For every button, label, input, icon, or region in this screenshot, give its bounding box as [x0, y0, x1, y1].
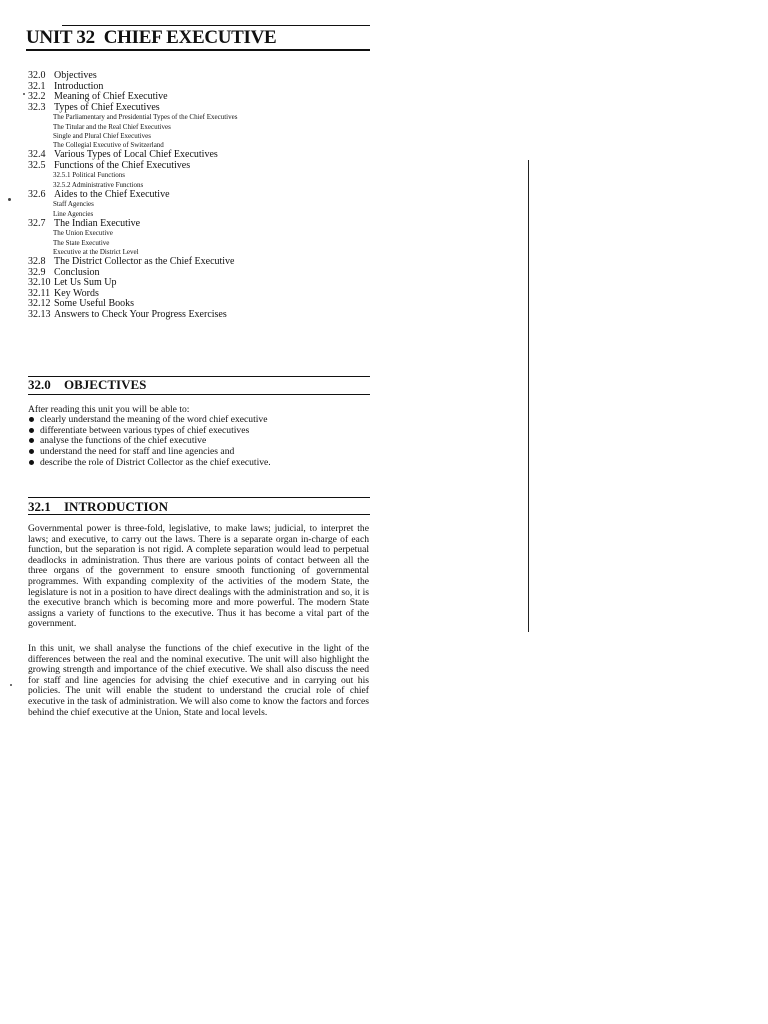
introduction-paragraph-2: In this unit, we shall analyse the functions of the chief executive in the light of the differences between the real and the nominal executive. The unit will also highlight the growing strength and importance of the chief executive. We shall also discuss the need for staff and line agencies for advising the chief executive and in carrying out his policies. The unit will enable the student to understand the crucial role of chief executive in the task of administration. We will also come to know the factors and forces behind the chief executive at the Union, State and local levels.	[28, 643, 369, 718]
toc-item	[28, 161, 358, 172]
objectives-list	[28, 415, 369, 469]
objective-text: understand the need for staff and line agencies and	[40, 446, 235, 458]
unit-title	[26, 27, 276, 49]
toc-label: Objectives	[54, 70, 97, 81]
bullet-icon	[29, 438, 34, 443]
introduction-heading-underline	[28, 514, 370, 515]
toc-number: 32.6	[28, 188, 46, 200]
toc-subitem: The Union Executive	[53, 229, 113, 238]
toc-label: Meaning of Chief Executive	[54, 91, 168, 103]
toc-label: The District Collector as the Chief Executive	[54, 255, 235, 267]
introduction-paragraph-1: Governmental power is three-fold, legislative, to make laws; judicial, to interpret the laws; and executive, to carry out the laws. There is a separate organ in-charge of each function, but the separation is not rigid. A complete separation would lead to perpetual deadlocks in administration. Thus there are various points of contact between all the three organs of the government to ensure smooth functioning of governmental programmes. With expanding complexity of the activities of the modern State, the legislature is not in a position to have direct dealings with the administration and so, it is the executive branch which is becoming more and more powerful. The modern State assigns a variety of functions to the executive. Thus it has become a vital part of the government.	[28, 523, 369, 630]
bullet-icon	[29, 417, 34, 422]
toc-subitem: The State Executive	[53, 238, 110, 247]
toc-label: Conclusion	[54, 266, 100, 278]
toc-number: 32.2	[28, 91, 46, 103]
objective-text: clearly understand the meaning of the word chief executive	[40, 414, 268, 425]
toc-number: 32.3	[28, 101, 46, 113]
toc-label: Aides to the Chief Executive	[54, 188, 170, 200]
objective-text: analyse the functions of the chief executive	[40, 435, 207, 447]
page-edge-line	[528, 160, 529, 632]
toc-subitem: 32.5.1 Political Functions	[53, 171, 125, 180]
toc-number: 32.9	[28, 266, 46, 278]
scan-speck	[8, 198, 11, 201]
objectives-number: 32.0	[28, 377, 51, 392]
unit-heading: CHIEF EXECUTIVE	[103, 27, 277, 48]
toc-number: 32.12	[28, 298, 51, 310]
objective-item	[28, 458, 369, 469]
toc-number: 32.0	[28, 70, 46, 81]
objectives-heading-underline	[28, 394, 370, 395]
toc-number: 32.5	[28, 159, 46, 171]
header-top-rule	[62, 25, 370, 26]
toc-item	[28, 219, 358, 230]
toc-label: Various Types of Local Chief Executives	[54, 149, 218, 161]
toc-label: Key Words	[54, 287, 99, 299]
toc-label: The Indian Executive	[54, 217, 141, 229]
toc-subitem: Line Agencies	[53, 209, 94, 218]
toc-subitem: Staff Agencies	[53, 200, 94, 209]
objective-text: differentiate between various types of chief executives	[40, 424, 250, 436]
toc-number: 32.8	[28, 255, 46, 267]
objectives-intro: After reading this unit you will be able to:	[28, 404, 190, 415]
toc-item	[28, 103, 358, 114]
toc-subitem: The Titular and the Real Chief Executives	[53, 122, 171, 131]
toc-subitem: The Parliamentary and Presidential Types of the Chief Executives	[53, 113, 238, 122]
bullet-icon	[29, 460, 34, 465]
table-of-contents	[28, 71, 358, 321]
toc-number: 32.7	[28, 217, 46, 229]
toc-label: Introduction	[54, 80, 104, 92]
toc-label: Some Useful Books	[54, 298, 134, 310]
toc-number: 32.10	[28, 277, 51, 289]
toc-label: Types of Chief Executives	[54, 101, 160, 113]
header-bottom-rule	[26, 49, 370, 51]
toc-label: Functions of the Chief Executives	[54, 159, 191, 171]
unit-number: UNIT 32	[26, 27, 95, 48]
introduction-title: INTRODUCTION	[64, 499, 169, 514]
toc-subitem: 32.5.2 Administrative Functions	[53, 180, 144, 189]
scan-speck	[23, 93, 25, 95]
bullet-icon	[29, 449, 34, 454]
toc-number: 32.11	[28, 287, 51, 299]
toc-item	[28, 190, 358, 201]
introduction-number: 32.1	[28, 499, 51, 514]
toc-number: 32.1	[28, 80, 46, 92]
objective-text: describe the role of District Collector as the chief executive.	[40, 456, 271, 468]
toc-subitem: The Collegial Executive of Switzerland	[53, 140, 164, 149]
toc-label: Let Us Sum Up	[54, 277, 117, 289]
scan-speck	[10, 684, 12, 686]
toc-item	[28, 310, 358, 321]
bullet-icon	[29, 428, 34, 433]
introduction-rule	[28, 497, 370, 498]
objectives-heading	[28, 377, 146, 393]
toc-number: 32.4	[28, 149, 46, 161]
toc-subitem: Single and Plural Chief Executives	[53, 131, 151, 140]
toc-label: Answers to Check Your Progress Exercises	[54, 308, 227, 320]
toc-subitem: Executive at the District Level	[53, 247, 139, 256]
toc-number: 32.13	[28, 308, 51, 320]
objectives-title: OBJECTIVES	[64, 377, 147, 392]
introduction-heading	[28, 499, 168, 515]
